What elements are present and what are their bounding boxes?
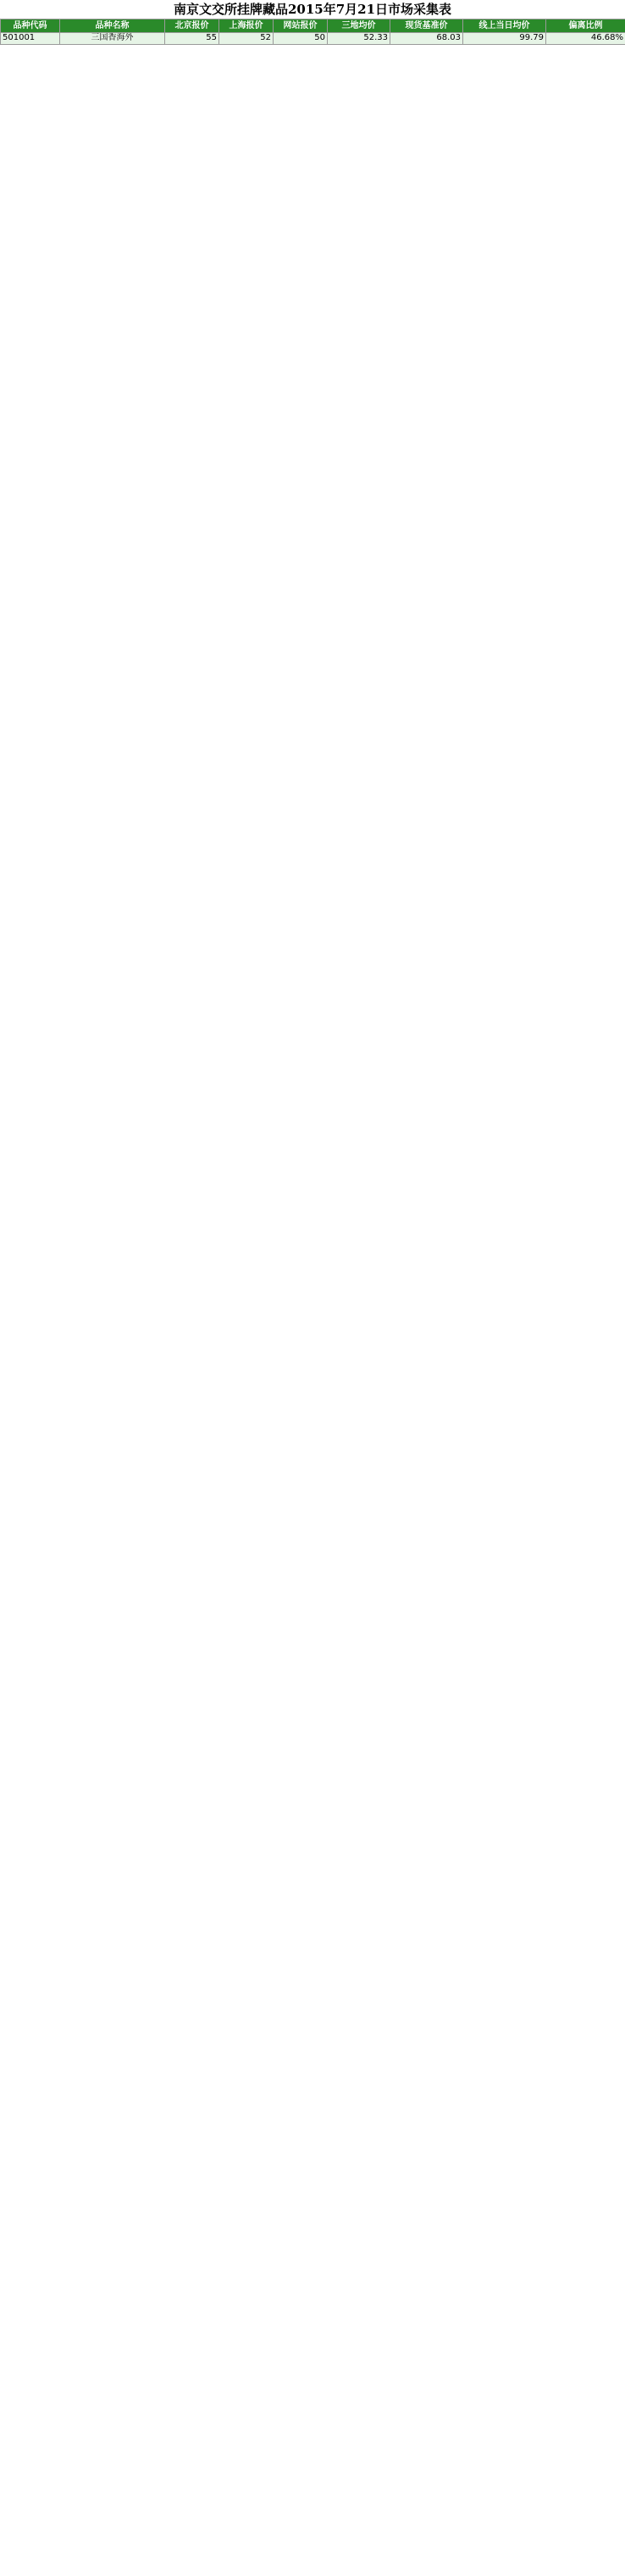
cell-code: 501001 <box>1 33 60 45</box>
cell-bj: 55 <box>165 33 219 45</box>
header-sh: 上海报价 <box>219 19 274 33</box>
cell-base: 68.03 <box>390 33 463 45</box>
cell-dev: 46.68% <box>546 33 625 45</box>
market-table <box>0 19 625 45</box>
cell-name: 三国香海外 <box>60 33 165 45</box>
cell-avg3: 52.33 <box>328 33 390 45</box>
page-title: 南京文交所挂牌藏品2015年7月21日市场采集表 <box>0 0 625 19</box>
header-base: 现货基准价 <box>390 19 463 33</box>
cell-sh: 52 <box>219 33 274 45</box>
header-row <box>1 19 625 33</box>
table-body <box>1 33 625 45</box>
cell-online: 99.79 <box>463 33 546 45</box>
cell-web: 50 <box>274 33 328 45</box>
header-web: 网站报价 <box>274 19 328 33</box>
header-avg3: 三地均价 <box>328 19 390 33</box>
header-bj: 北京报价 <box>165 19 219 33</box>
table-row <box>1 33 625 45</box>
header-code: 品种代码 <box>1 19 60 33</box>
header-dev: 偏离比例 <box>546 19 625 33</box>
header-name: 品种名称 <box>60 19 165 33</box>
header-online: 线上当日均价 <box>463 19 546 33</box>
